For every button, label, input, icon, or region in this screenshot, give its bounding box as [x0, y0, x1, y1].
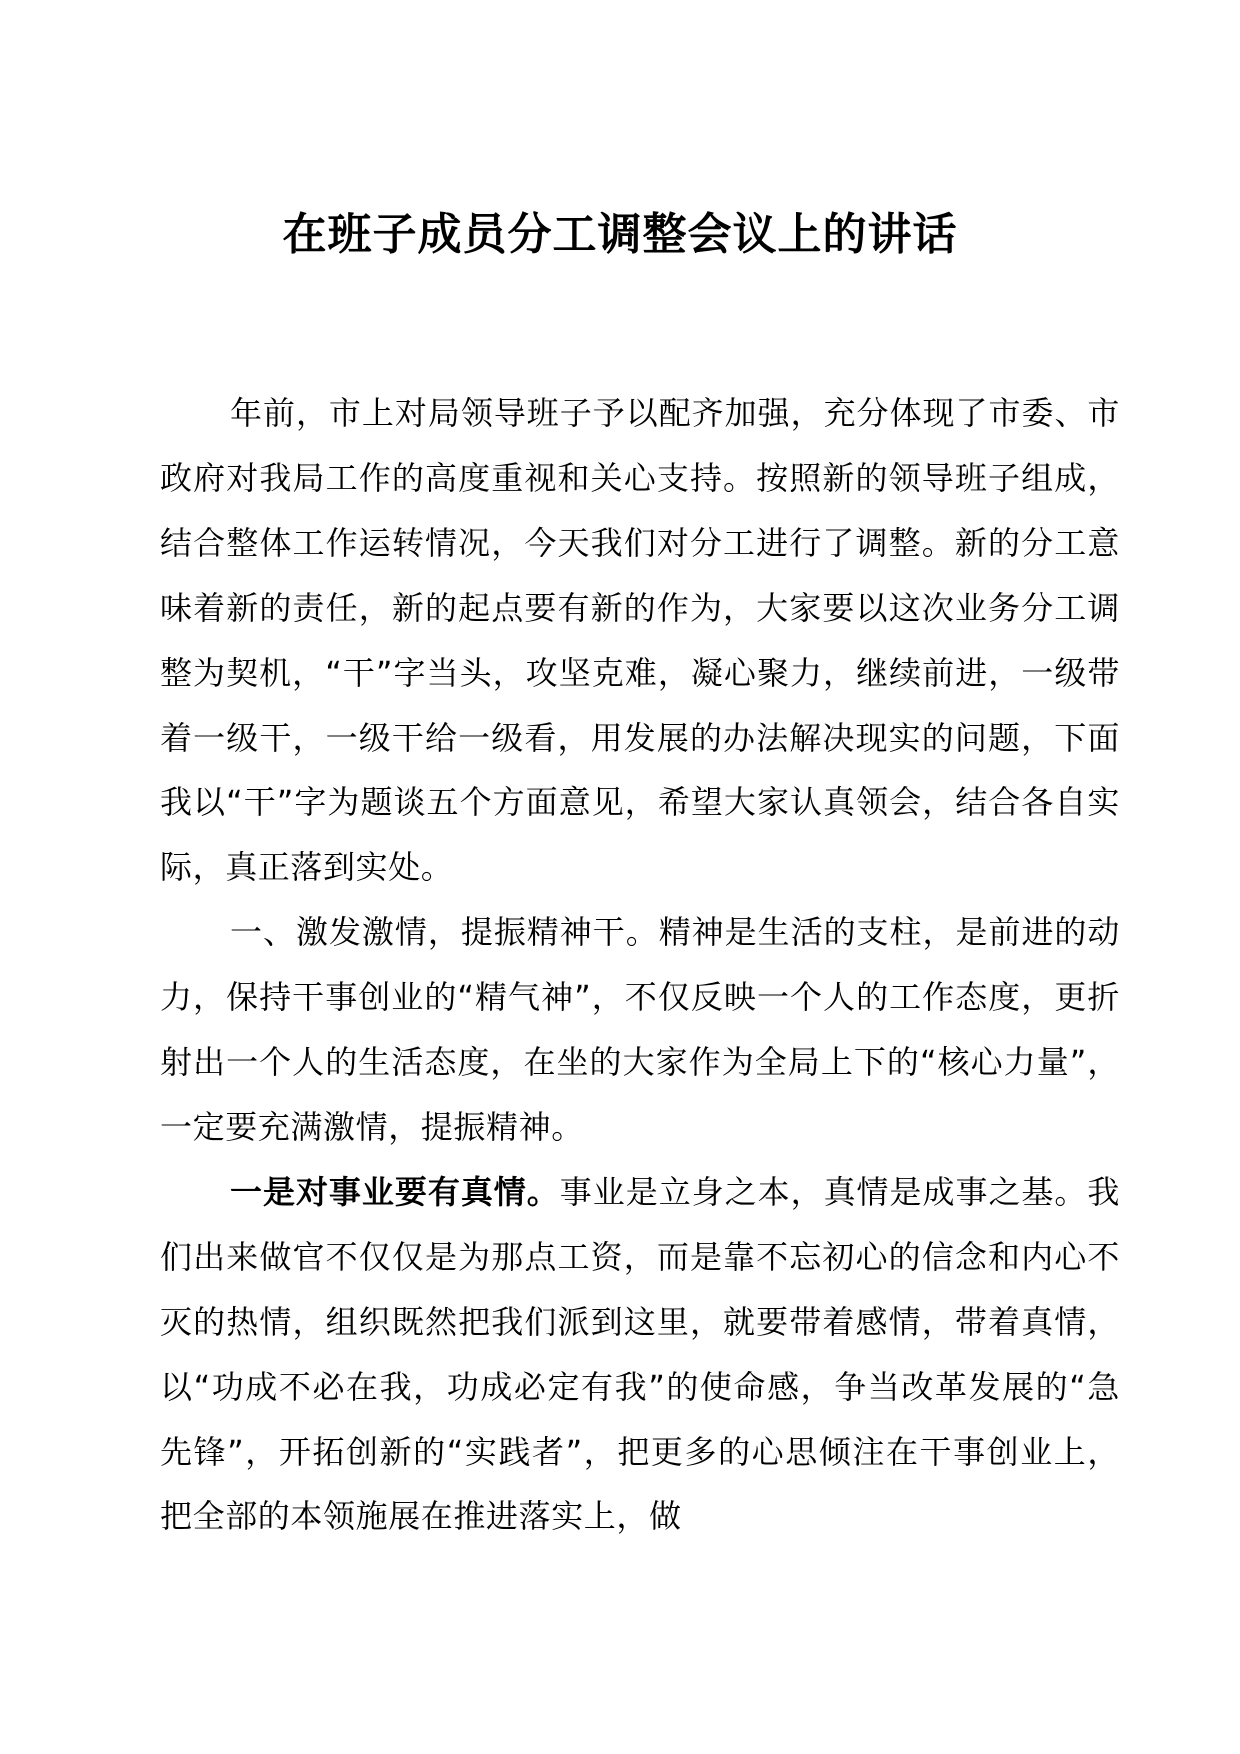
paragraph-text: 事业是立身之本，真情是成事之基。我们出来做官不仅仅是为那点工资，而是靠不忘初心的信念和内心不灭的热情，组织既然把我们派到这里，就要带着感情，带着真情，以“功成不必在我，功成必定有我”的使命感，争当改革发展的“急先锋”，开拓创新的“实践者”，把更多的心思倾注在干事创业上，把全部的本领施展在推进落实上，做 [160, 1172, 1120, 1536]
paragraph-text: 年前，市上对局领导班子予以配齐加强，充分体现了市委、市政府对我局工作的高度重视和关心支持。按照新的领导班子组成，结合整体工作运转情况，今天我们对分工进行了调整。新的分工意味着新的责任，新的起点要有新的作为，大家要以这次业务分工调整为契机，“干”字当头，攻坚克难，凝心聚力，继续前进，一级带着一级干，一级干给一级看，用发展的办法解决现实的问题，下面我以“干”字为题谈五个方面意见，希望大家认真领会，结合各自实际，真正落到实处。 [160, 394, 1120, 887]
paragraph-text: 一、激发激情，提振精神干。精神是生活的支柱，是前进的动力，保持干事创业的“精气神”，不仅反映一个人的工作态度，更折射出一个人的生活态度，在坐的大家作为全局上下的“核心力量”，一定要充满激情，提振精神。 [160, 913, 1120, 1146]
paragraph-section-one [160, 900, 1120, 1160]
paragraph-point-one [160, 1160, 1120, 1549]
paragraph-intro [160, 381, 1120, 900]
document-body [160, 381, 1120, 1549]
document-title: 在班子成员分工调整会议上的讲话 [282, 209, 958, 260]
paragraph-lead: 一是对事业要有真情。 [230, 1172, 560, 1211]
